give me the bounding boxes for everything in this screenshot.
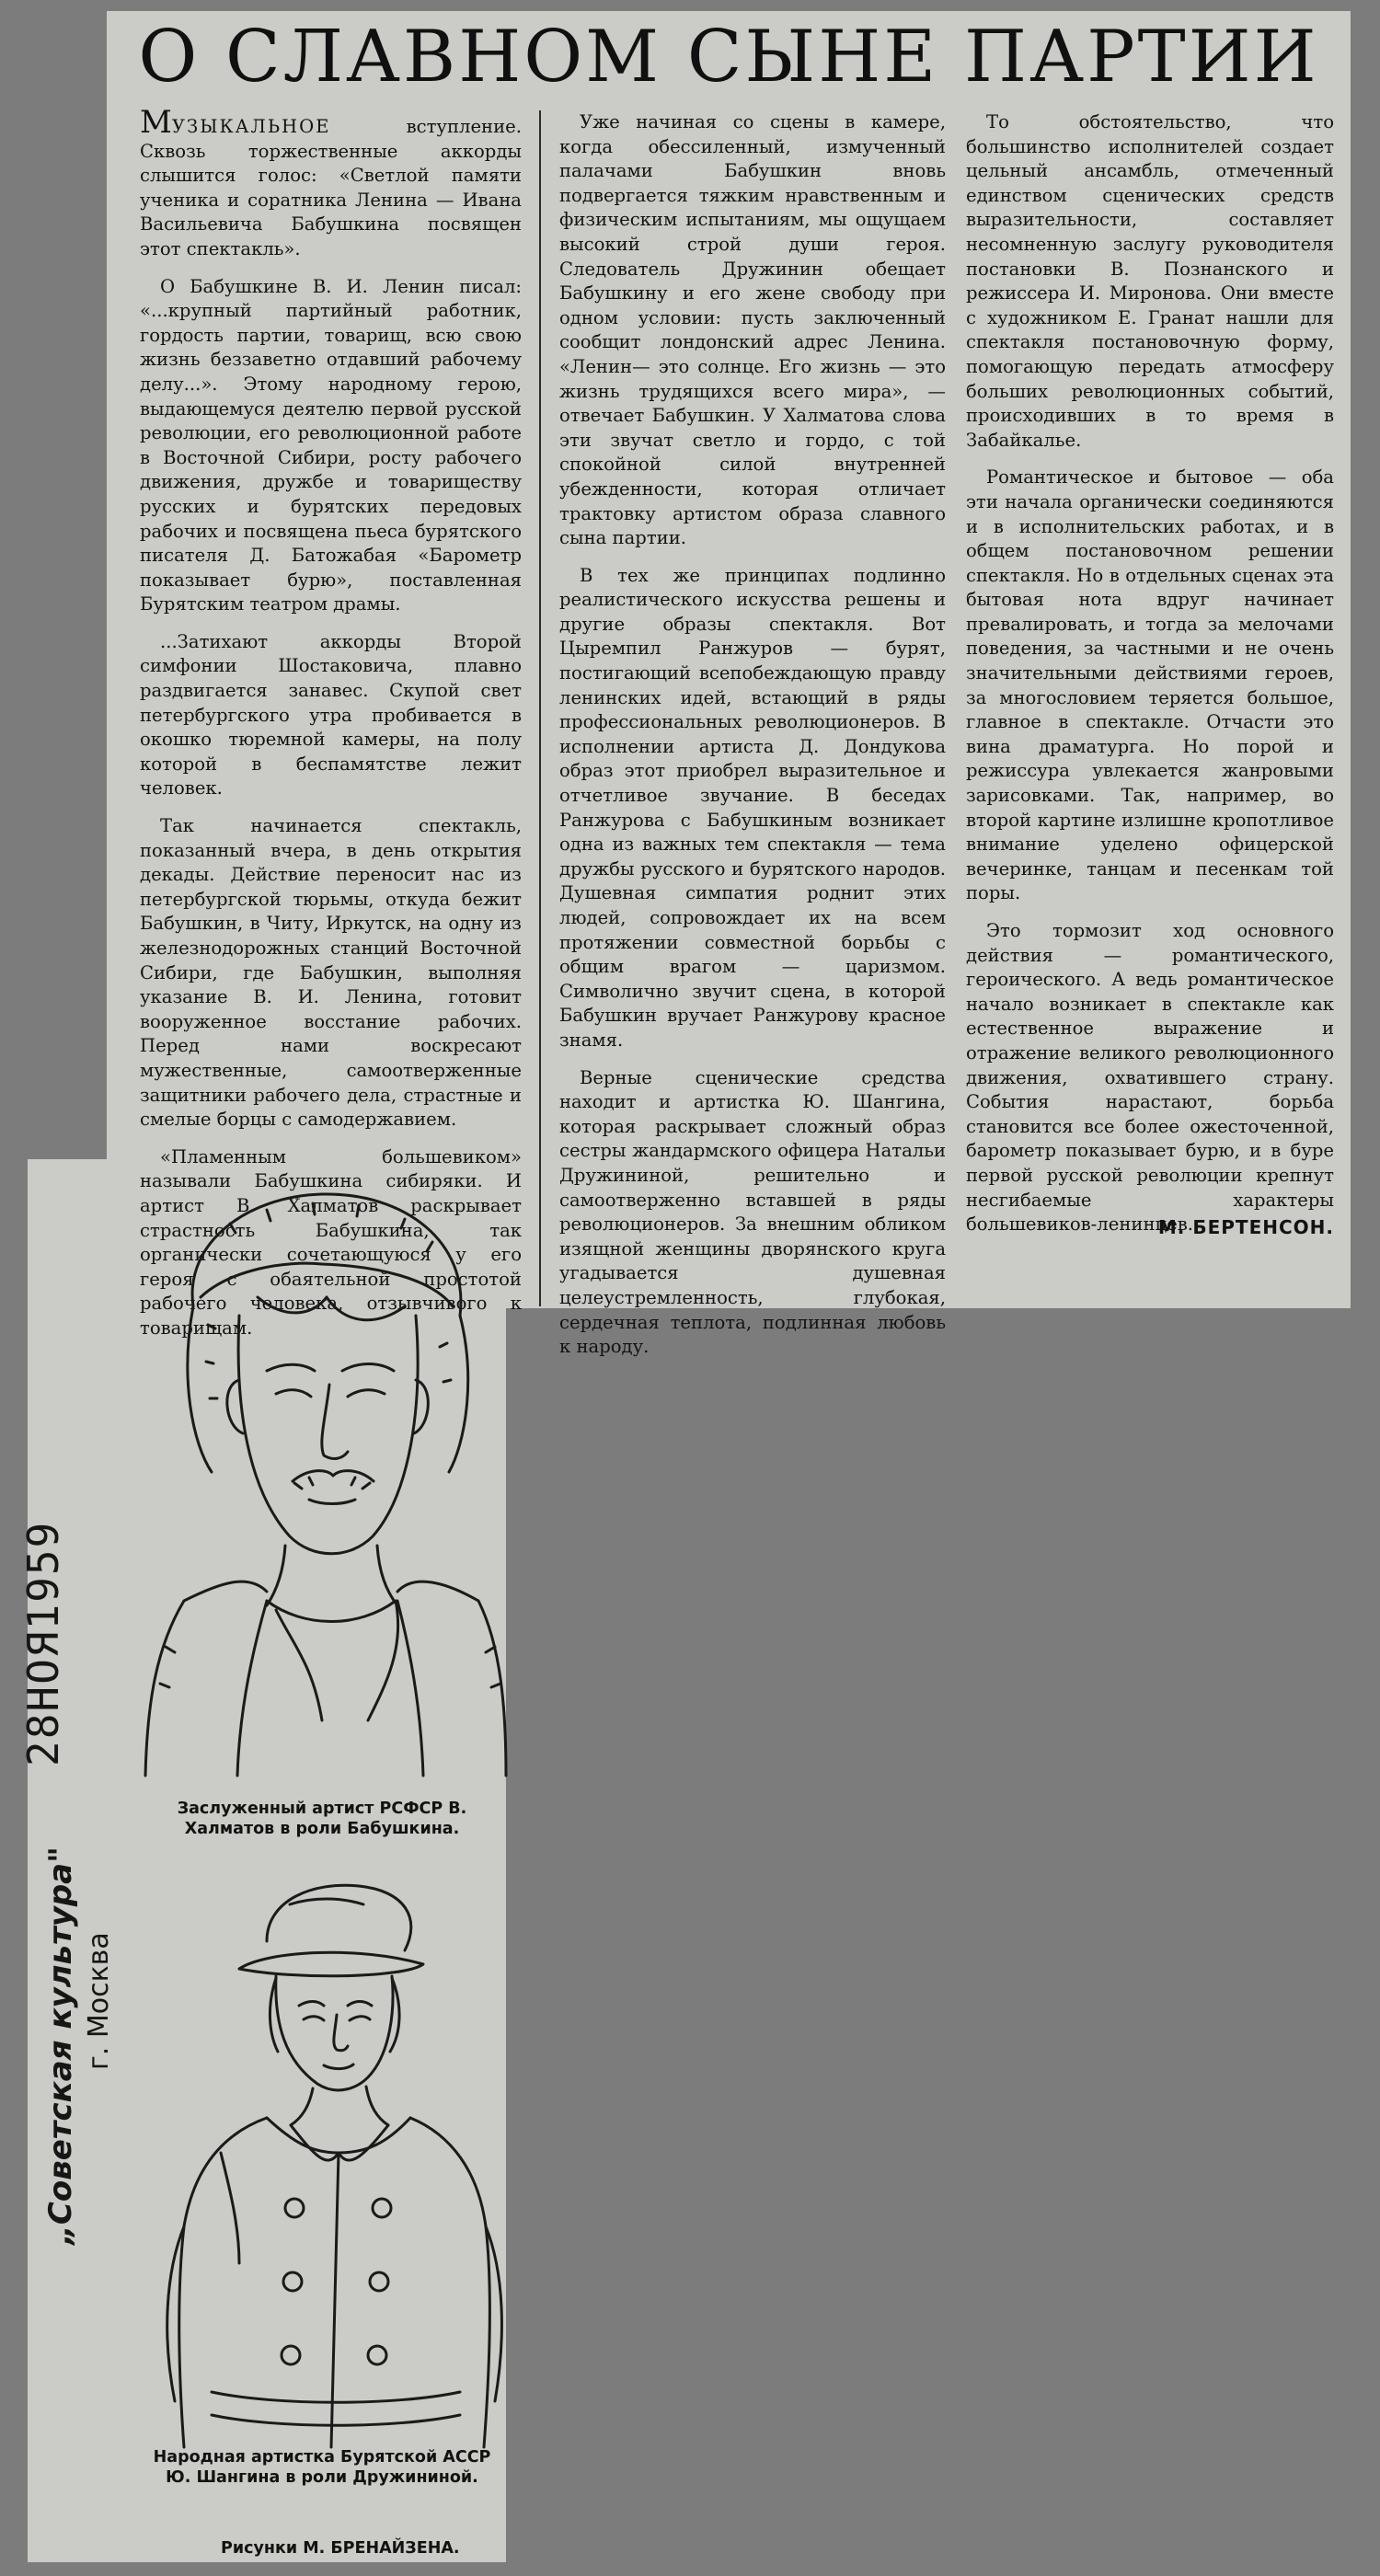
paragraph: ...Затихают аккорды Второй симфонии Шостаковича, плавно раздвигается занавес. Скупой свет петербургского утра пробивается в окошко тюремной камеры, на полу которой в беспамятстве лежит человек.	[140, 630, 522, 799]
article-column-2	[559, 110, 946, 1373]
city-stamp: г. Москва	[83, 1932, 115, 2070]
portrait-shangina-drawing	[129, 1877, 515, 2466]
paragraph: Верные сценические средства находит и артистка Ю. Шангина, которая раскрывает сложный образ сестры жандармского офицера Натальи Дружининой, решительно и самоотверженно вставшей в ряды революционеров. За внешним обликом изящной женщины дворянского круга угадывается душевная целеустремленность, глубокая, сердечная теплота, подлинная любовь к народу.	[559, 1066, 946, 1358]
author-signature: М. БЕРТЕНСОН.	[1157, 1216, 1334, 1238]
paragraph: То обстоятельство, что большинство исполнителей создает цельный ансамбль, отмеченный единством сценических средств выразительности, составляет несомненную заслугу руководителя постановки В. Познанского и режиссера И. Миронова. Они вместе с художником Е. Гранат нашли для спектакля постановочную форму, помогающую передать атмосферу больших революционных событий, происходивших в то время в Забайкалье.	[966, 111, 1334, 451]
newspaper-stamp: „Советская культура"	[42, 1846, 79, 2245]
paragraph: В тех же принципах подлинно реалистического искусства решены и другие образы спектакля. Вот Цыремпил Ранжуров — бурят, постигающий всепобеждающую правду ленинских идей, встающий в ряды профессиональных революционеров. В исполнении артиста Д. Дондукова образ этот приобрел выразительное и отчетливое звучание. В беседах Ранжурова с Бабушкиным возникает одна из важных тем спектакля — тема дружбы русского и бурятского народов. Душевная симпатия роднит этих людей, сопровождает их на всем протяжении совместной борьбы с общим врагом — царизмом. Символично звучит сцена, в которой Бабушкин вручает Ранжурову красное знамя.	[559, 564, 946, 1051]
article-column-1	[140, 104, 522, 1354]
drop-cap: М	[140, 104, 172, 141]
paragraph	[140, 104, 522, 262]
paragraph: «Пламенным большевиком» называли Бабушкина сибиряки. И артист В. Халматов раскрывает страстность Бабушкина, так органически сочетающуюся у его героя с обаятельной простотой рабочего человека, отзывчивого к товарищам.	[140, 1145, 522, 1339]
paragraph: Так начинается спектакль, показанный вчера, в день открытия декады. Действие переносит нас из петербургской тюрьмы, откуда бежит Бабушкин, в Читу, Иркутск, на одну из железнодорожных станций Восточной Сибири, где Бабушкин, выполняя указание В. И. Ленина, готовит вооруженное восстание рабочих. Перед нами воскресают мужественные, самоотверженные защитники рабочего дела, страстные и смелые борцы с самодержавием.	[140, 815, 522, 1131]
lead-word: УЗЫКАЛЬНОЕ	[171, 116, 331, 137]
paragraph: Это тормозит ход основного действия — романтического, героического. А ведь романтическое начало возникает в спектакле как естественное выражение и отражение великого революционного движения, охватившего страну. События нарастают, борьба становится все более ожесточенной, барометр показывает бурю, и в буре первой русской революции крепнут несгибаемые характеры большевиков-ленинцев.	[966, 920, 1334, 1236]
paragraph: Романтическое и бытовое — оба эти начала органически соединяются и в исполнительских работах, и в общем постановочном решении спектакля. Но в отдельных сценах эта бытовая нота вдруг начинает превалировать, и тогда за мелочами поведения, за частными и не очень значительными действиями героев, за многословием теряется большое, главное в спектакле. Отчасти это вина драматурга. Но порой и режиссура увлекается жанровыми зарисовками. Так, например, во второй картине излишне кропотливое внимание уделено офицерской вечеринке, танцам и песенкам той поры.	[966, 466, 1334, 904]
date-stamp: 28НОЯ1959	[18, 1520, 68, 1766]
portrait-caption-2: Народная артистка Бурятской АССР Ю. Шангина в роли Дружининой.	[153, 2448, 491, 2487]
portrait-caption-1: Заслуженный артист РСФСР В. Халматов в роли Бабушкина.	[177, 1800, 467, 1838]
column-divider	[539, 110, 541, 1306]
article-title: О СЛАВНОМ СЫНЕ ПАРТИИ	[138, 16, 1319, 98]
paragraph: О Бабушкине В. И. Ленин писал: «...крупный партийный работник, гордость партии, товарищ, всю свою жизнь беззаветно отдавший рабочему делу...». Этому народному герою, выдающемуся деятелю первой русской революции, его революционной работе в Восточной Сибири, росту рабочего движения, дружбе и товариществу русских и бурятских передовых рабочих и посвящена пьеса бурятского писателя Д. Батожабая «Барометр показывает бурю», поставленная Бурятским театром драмы.	[140, 275, 522, 615]
paragraph: Уже начиная со сцены в камере, когда обессиленный, измученный палачами Бабушкин вновь подвергается тяжким нравственным и физическим испытаниям, мы ощущаем высокий строй души героя. Следователь Дружинин обещает Бабушкину и его жене свободу при одном условии: пусть заключенный сообщит лондонский адрес Ленина. «Ленин— это солнце. Его жизнь — это жизнь трудящихся всего мира», — отвечает Бабушкин. У Халматова слова эти звучат светло и гордо, с той спокойной силой внутренней убежденности, которая отличает трактовку артистом образа славного сына партии.	[559, 111, 946, 549]
paragraph-text: вступление. Сквозь торжественные аккорды слышится голос: «Светлой памяти ученика и соратника Ленина — Ивана Васильевича Бабушкина посвящен этот спектакль».	[140, 116, 522, 259]
illustration-credit: Рисунки М. БРЕНАЙЗЕНА.	[221, 2539, 460, 2558]
article-column-3	[966, 110, 1334, 1250]
portrait-khalmatov-drawing	[129, 1168, 515, 1794]
